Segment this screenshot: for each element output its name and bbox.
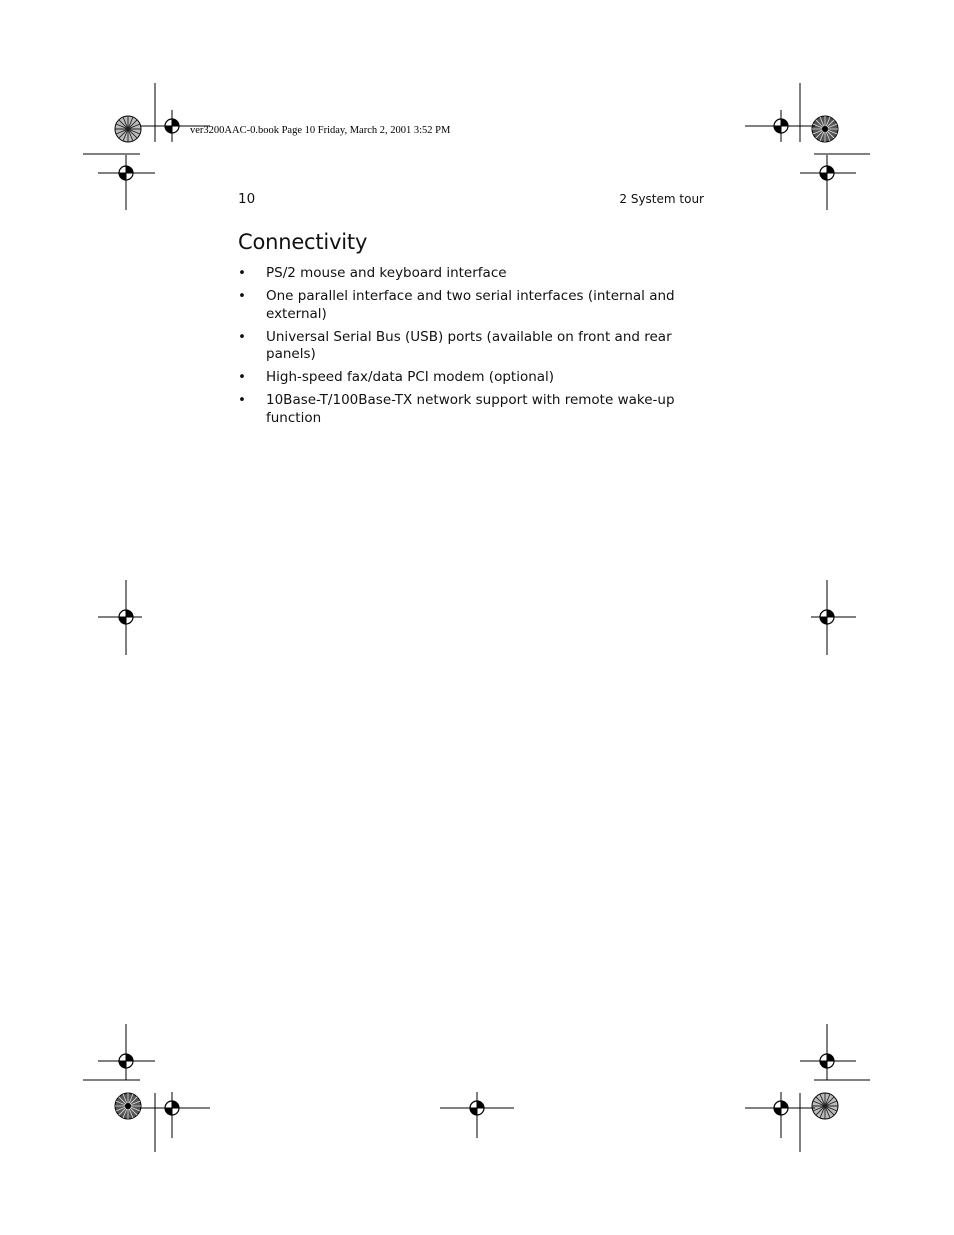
page-number: 10	[238, 191, 256, 207]
list-item-text: Universal Serial Bus (USB) ports (available on front and rear panels)	[266, 328, 672, 362]
list-item	[238, 288, 708, 323]
list-item-text: One parallel interface and two serial interfaces (internal and external)	[266, 288, 675, 322]
section-title: Connectivity	[238, 230, 368, 254]
bullet-icon: •	[238, 288, 246, 304]
list-item	[238, 265, 708, 283]
connectivity-list	[238, 265, 708, 433]
bullet-icon: •	[238, 369, 246, 385]
list-item-text: High-speed fax/data PCI modem (optional)	[266, 369, 555, 385]
bullet-icon: •	[238, 328, 246, 345]
list-item	[238, 369, 708, 387]
slug-line: ver3200AAC-0.book Page 10 Friday, March 2, 2001 3:52 PM	[190, 125, 451, 136]
list-item	[238, 329, 708, 364]
list-item-text: PS/2 mouse and keyboard interface	[266, 265, 507, 281]
list-item	[238, 392, 708, 427]
bullet-icon: •	[238, 265, 246, 281]
running-head: 2 System tour	[619, 192, 704, 206]
list-item-text: 10Base-T/100Base-TX network support with remote wake-up function	[266, 392, 675, 426]
bullet-icon: •	[238, 392, 246, 408]
